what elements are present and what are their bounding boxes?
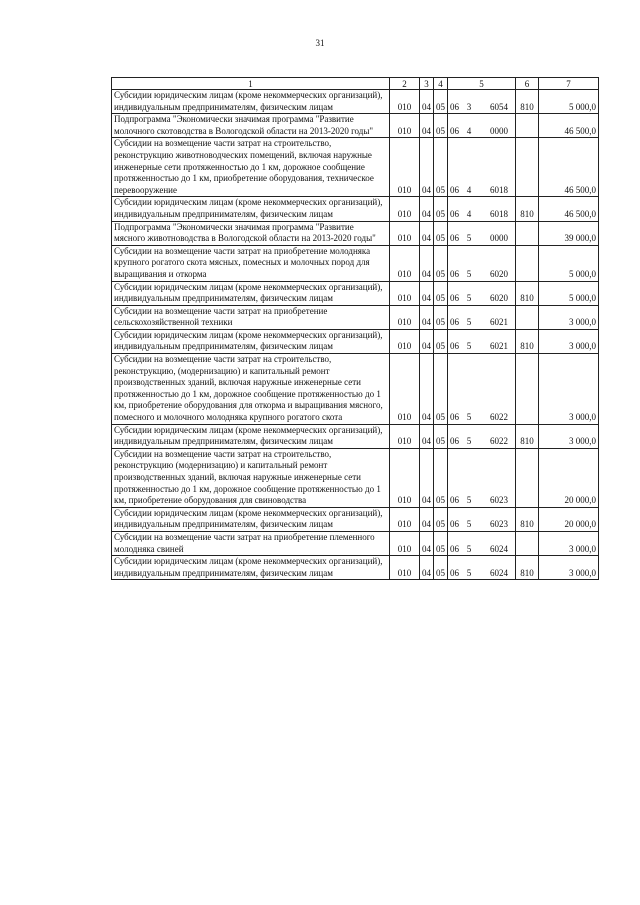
section-code: 04: [420, 114, 434, 138]
ministry-code: 010: [390, 281, 420, 305]
section-code: 04: [420, 329, 434, 353]
section-code: 04: [420, 354, 434, 425]
expense-type-code: 810: [516, 556, 539, 580]
section-code: 04: [420, 531, 434, 555]
subsection-code: 05: [434, 90, 448, 114]
expense-type-code: 810: [516, 424, 539, 448]
row-description: Подпрограмма "Экономически значимая программа "Развитие молочного скотоводства в Вологодской области на 2013-2020 годы": [112, 114, 390, 138]
target-article-code: [448, 197, 516, 221]
direction-code: 6018: [490, 184, 508, 195]
program-code: 06: [450, 233, 459, 244]
subprogram-code: 4: [466, 184, 472, 195]
subsection-code: 05: [434, 354, 448, 425]
subprogram-code: 5: [466, 543, 472, 554]
program-code: 06: [450, 293, 459, 304]
row-description: Субсидии юридическим лицам (кроме некоммерческих организаций), индивидуальным предпринимателям, физическим лицам: [112, 329, 390, 353]
ministry-code: 010: [390, 305, 420, 329]
subprogram-code: 5: [466, 317, 472, 328]
amount: 20 000,0: [539, 448, 599, 507]
direction-code: 6024: [490, 567, 508, 578]
expense-type-code: 810: [516, 329, 539, 353]
ministry-code: 010: [390, 424, 420, 448]
subsection-code: 05: [434, 556, 448, 580]
table-row: [112, 531, 599, 555]
table-row: [112, 281, 599, 305]
expense-type-code: [516, 531, 539, 555]
row-description: Подпрограмма "Экономически значимая программа "Развитие мясного животноводства в Вологодской области на 2013-2020 годы": [112, 221, 390, 245]
amount: 3 000,0: [539, 556, 599, 580]
direction-code: 0000: [490, 125, 508, 136]
table-row: [112, 221, 599, 245]
target-article-code: [448, 221, 516, 245]
row-description: Субсидии на возмещение части затрат на приобретение молодняка крупного рогатого скота мясных, помесных и молочных пород для выращивания и откорма: [112, 245, 390, 281]
subsection-code: 05: [434, 138, 448, 197]
subprogram-code: 4: [466, 208, 472, 219]
section-code: 04: [420, 245, 434, 281]
direction-code: 6021: [490, 341, 508, 352]
amount: 3 000,0: [539, 531, 599, 555]
program-code: 06: [450, 495, 459, 506]
expense-type-code: 810: [516, 281, 539, 305]
section-code: 04: [420, 281, 434, 305]
amount: 46 500,0: [539, 197, 599, 221]
subprogram-code: 5: [466, 233, 472, 244]
direction-code: 6024: [490, 543, 508, 554]
subprogram-code: 5: [466, 436, 472, 447]
subsection-code: 05: [434, 114, 448, 138]
table-row: [112, 448, 599, 507]
table-row: [112, 90, 599, 114]
table-row: [112, 556, 599, 580]
expense-type-code: [516, 114, 539, 138]
section-code: 04: [420, 424, 434, 448]
direction-code: 6021: [490, 317, 508, 328]
amount: 46 500,0: [539, 138, 599, 197]
target-article-code: [448, 114, 516, 138]
subsection-code: 05: [434, 281, 448, 305]
column-header: 7: [539, 78, 599, 90]
direction-code: 6020: [490, 293, 508, 304]
target-article-code: [448, 245, 516, 281]
ministry-code: 010: [390, 114, 420, 138]
direction-code: 6023: [490, 519, 508, 530]
subprogram-code: 5: [466, 567, 472, 578]
subsection-code: 05: [434, 507, 448, 531]
column-header: 2: [390, 78, 420, 90]
program-code: 06: [450, 268, 459, 279]
amount: 3 000,0: [539, 424, 599, 448]
subsection-code: 05: [434, 424, 448, 448]
program-code: 06: [450, 341, 459, 352]
column-header: 5: [448, 78, 516, 90]
expense-type-code: 810: [516, 90, 539, 114]
column-header: 1: [112, 78, 390, 90]
target-article-code: [448, 138, 516, 197]
table-row: [112, 245, 599, 281]
ministry-code: 010: [390, 90, 420, 114]
program-code: 06: [450, 412, 459, 423]
section-code: 04: [420, 221, 434, 245]
section-code: 04: [420, 507, 434, 531]
row-description: Субсидии на возмещение части затрат на строительство, реконструкцию животноводческих помещений, включая наружные инженерные сети протяженностью до 1 км, дорожное сообщение протяженностью до 1 км, приобретение оборудования, техническое перевооружение: [112, 138, 390, 197]
row-description: Субсидии на возмещение части затрат на приобретение сельскохозяйственной техники: [112, 305, 390, 329]
subprogram-code: 5: [466, 519, 472, 530]
amount: 3 000,0: [539, 305, 599, 329]
column-header: 6: [516, 78, 539, 90]
expense-type-code: [516, 305, 539, 329]
section-code: 04: [420, 138, 434, 197]
row-description: Субсидии на возмещение части затрат на строительство, реконструкцию, (модернизацию) и капитальный ремонт производственных зданий, включая наружные инженерные сети протяженностью до 1 км, дорожное сообщение протяженностью до 1 км, приобретение оборудования для откорма и выращивания мясного, помесного и молочного молодняка крупного рогатого скота: [112, 354, 390, 425]
row-description: Субсидии юридическим лицам (кроме некоммерческих организаций), индивидуальным предпринимателям, физическим лицам: [112, 556, 390, 580]
section-code: 04: [420, 197, 434, 221]
direction-code: 6020: [490, 268, 508, 279]
direction-code: 6018: [490, 208, 508, 219]
table-row: [112, 507, 599, 531]
expense-type-code: [516, 221, 539, 245]
section-code: 04: [420, 556, 434, 580]
subprogram-code: 5: [466, 268, 472, 279]
target-article-code: [448, 90, 516, 114]
ministry-code: 010: [390, 245, 420, 281]
subprogram-code: 5: [466, 495, 472, 506]
direction-code: 6022: [490, 412, 508, 423]
target-article-code: [448, 281, 516, 305]
ministry-code: 010: [390, 329, 420, 353]
program-code: 06: [450, 208, 459, 219]
ministry-code: 010: [390, 138, 420, 197]
expense-type-code: 810: [516, 507, 539, 531]
program-code: 06: [450, 317, 459, 328]
column-header: 4: [434, 78, 448, 90]
ministry-code: 010: [390, 531, 420, 555]
target-article-code: [448, 329, 516, 353]
subsection-code: 05: [434, 329, 448, 353]
table-row: [112, 197, 599, 221]
row-description: Субсидии юридическим лицам (кроме некоммерческих организаций), индивидуальным предпринимателям, физическим лицам: [112, 90, 390, 114]
amount: 20 000,0: [539, 507, 599, 531]
direction-code: 6023: [490, 495, 508, 506]
target-article-code: [448, 531, 516, 555]
amount: 5 000,0: [539, 281, 599, 305]
subsection-code: 05: [434, 448, 448, 507]
target-article-code: [448, 556, 516, 580]
target-article-code: [448, 305, 516, 329]
subprogram-code: 5: [466, 293, 472, 304]
ministry-code: 010: [390, 507, 420, 531]
direction-code: 0000: [490, 233, 508, 244]
subsection-code: 05: [434, 221, 448, 245]
row-description: Субсидии юридическим лицам (кроме некоммерческих организаций), индивидуальным предпринимателям, физическим лицам: [112, 281, 390, 305]
amount: 3 000,0: [539, 354, 599, 425]
amount: 5 000,0: [539, 245, 599, 281]
subprogram-code: 5: [466, 412, 472, 423]
program-code: 06: [450, 184, 459, 195]
program-code: 06: [450, 436, 459, 447]
section-code: 04: [420, 448, 434, 507]
row-description: Субсидии юридическим лицам (кроме некоммерческих организаций), индивидуальным предпринимателям, физическим лицам: [112, 507, 390, 531]
subsection-code: 05: [434, 531, 448, 555]
target-article-code: [448, 424, 516, 448]
table-row: [112, 424, 599, 448]
amount: 46 500,0: [539, 114, 599, 138]
column-header: 3: [420, 78, 434, 90]
subsection-code: 05: [434, 197, 448, 221]
subsection-code: 05: [434, 245, 448, 281]
section-code: 04: [420, 90, 434, 114]
expense-type-code: [516, 354, 539, 425]
table-row: [112, 354, 599, 425]
amount: 3 000,0: [539, 329, 599, 353]
program-code: 06: [450, 567, 459, 578]
ministry-code: 010: [390, 556, 420, 580]
direction-code: 6022: [490, 436, 508, 447]
table-row: [112, 114, 599, 138]
row-description: Субсидии юридическим лицам (кроме некоммерческих организаций), индивидуальным предпринимателям, физическим лицам: [112, 424, 390, 448]
page-number: 31: [315, 38, 325, 48]
subprogram-code: 5: [466, 341, 472, 352]
expense-type-code: [516, 245, 539, 281]
program-code: 06: [450, 519, 459, 530]
program-code: 06: [450, 101, 459, 112]
row-description: Субсидии на возмещение части затрат на приобретение племенного молодняка свиней: [112, 531, 390, 555]
target-article-code: [448, 354, 516, 425]
row-description: Субсидии на возмещение части затрат на строительство, реконструкцию (модернизацию) и капитальный ремонт производственных зданий, включая наружные инженерные сети протяженностью до 1 км, дорожное сообщение протяженностью до 1 км, приобретение оборудования для свиноводства: [112, 448, 390, 507]
header-row: [112, 78, 599, 90]
expense-type-code: 810: [516, 197, 539, 221]
subsection-code: 05: [434, 305, 448, 329]
program-code: 06: [450, 543, 459, 554]
amount: 39 000,0: [539, 221, 599, 245]
expense-type-code: [516, 448, 539, 507]
table-row: [112, 305, 599, 329]
program-code: 06: [450, 125, 459, 136]
expense-type-code: [516, 138, 539, 197]
ministry-code: 010: [390, 197, 420, 221]
ministry-code: 010: [390, 448, 420, 507]
amount: 5 000,0: [539, 90, 599, 114]
budget-table: [111, 77, 599, 580]
target-article-code: [448, 448, 516, 507]
table-row: [112, 138, 599, 197]
section-code: 04: [420, 305, 434, 329]
direction-code: 6054: [490, 101, 508, 112]
ministry-code: 010: [390, 221, 420, 245]
subprogram-code: 4: [466, 125, 472, 136]
subprogram-code: 3: [466, 101, 472, 112]
ministry-code: 010: [390, 354, 420, 425]
row-description: Субсидии юридическим лицам (кроме некоммерческих организаций), индивидуальным предпринимателям, физическим лицам: [112, 197, 390, 221]
target-article-code: [448, 507, 516, 531]
table-row: [112, 329, 599, 353]
